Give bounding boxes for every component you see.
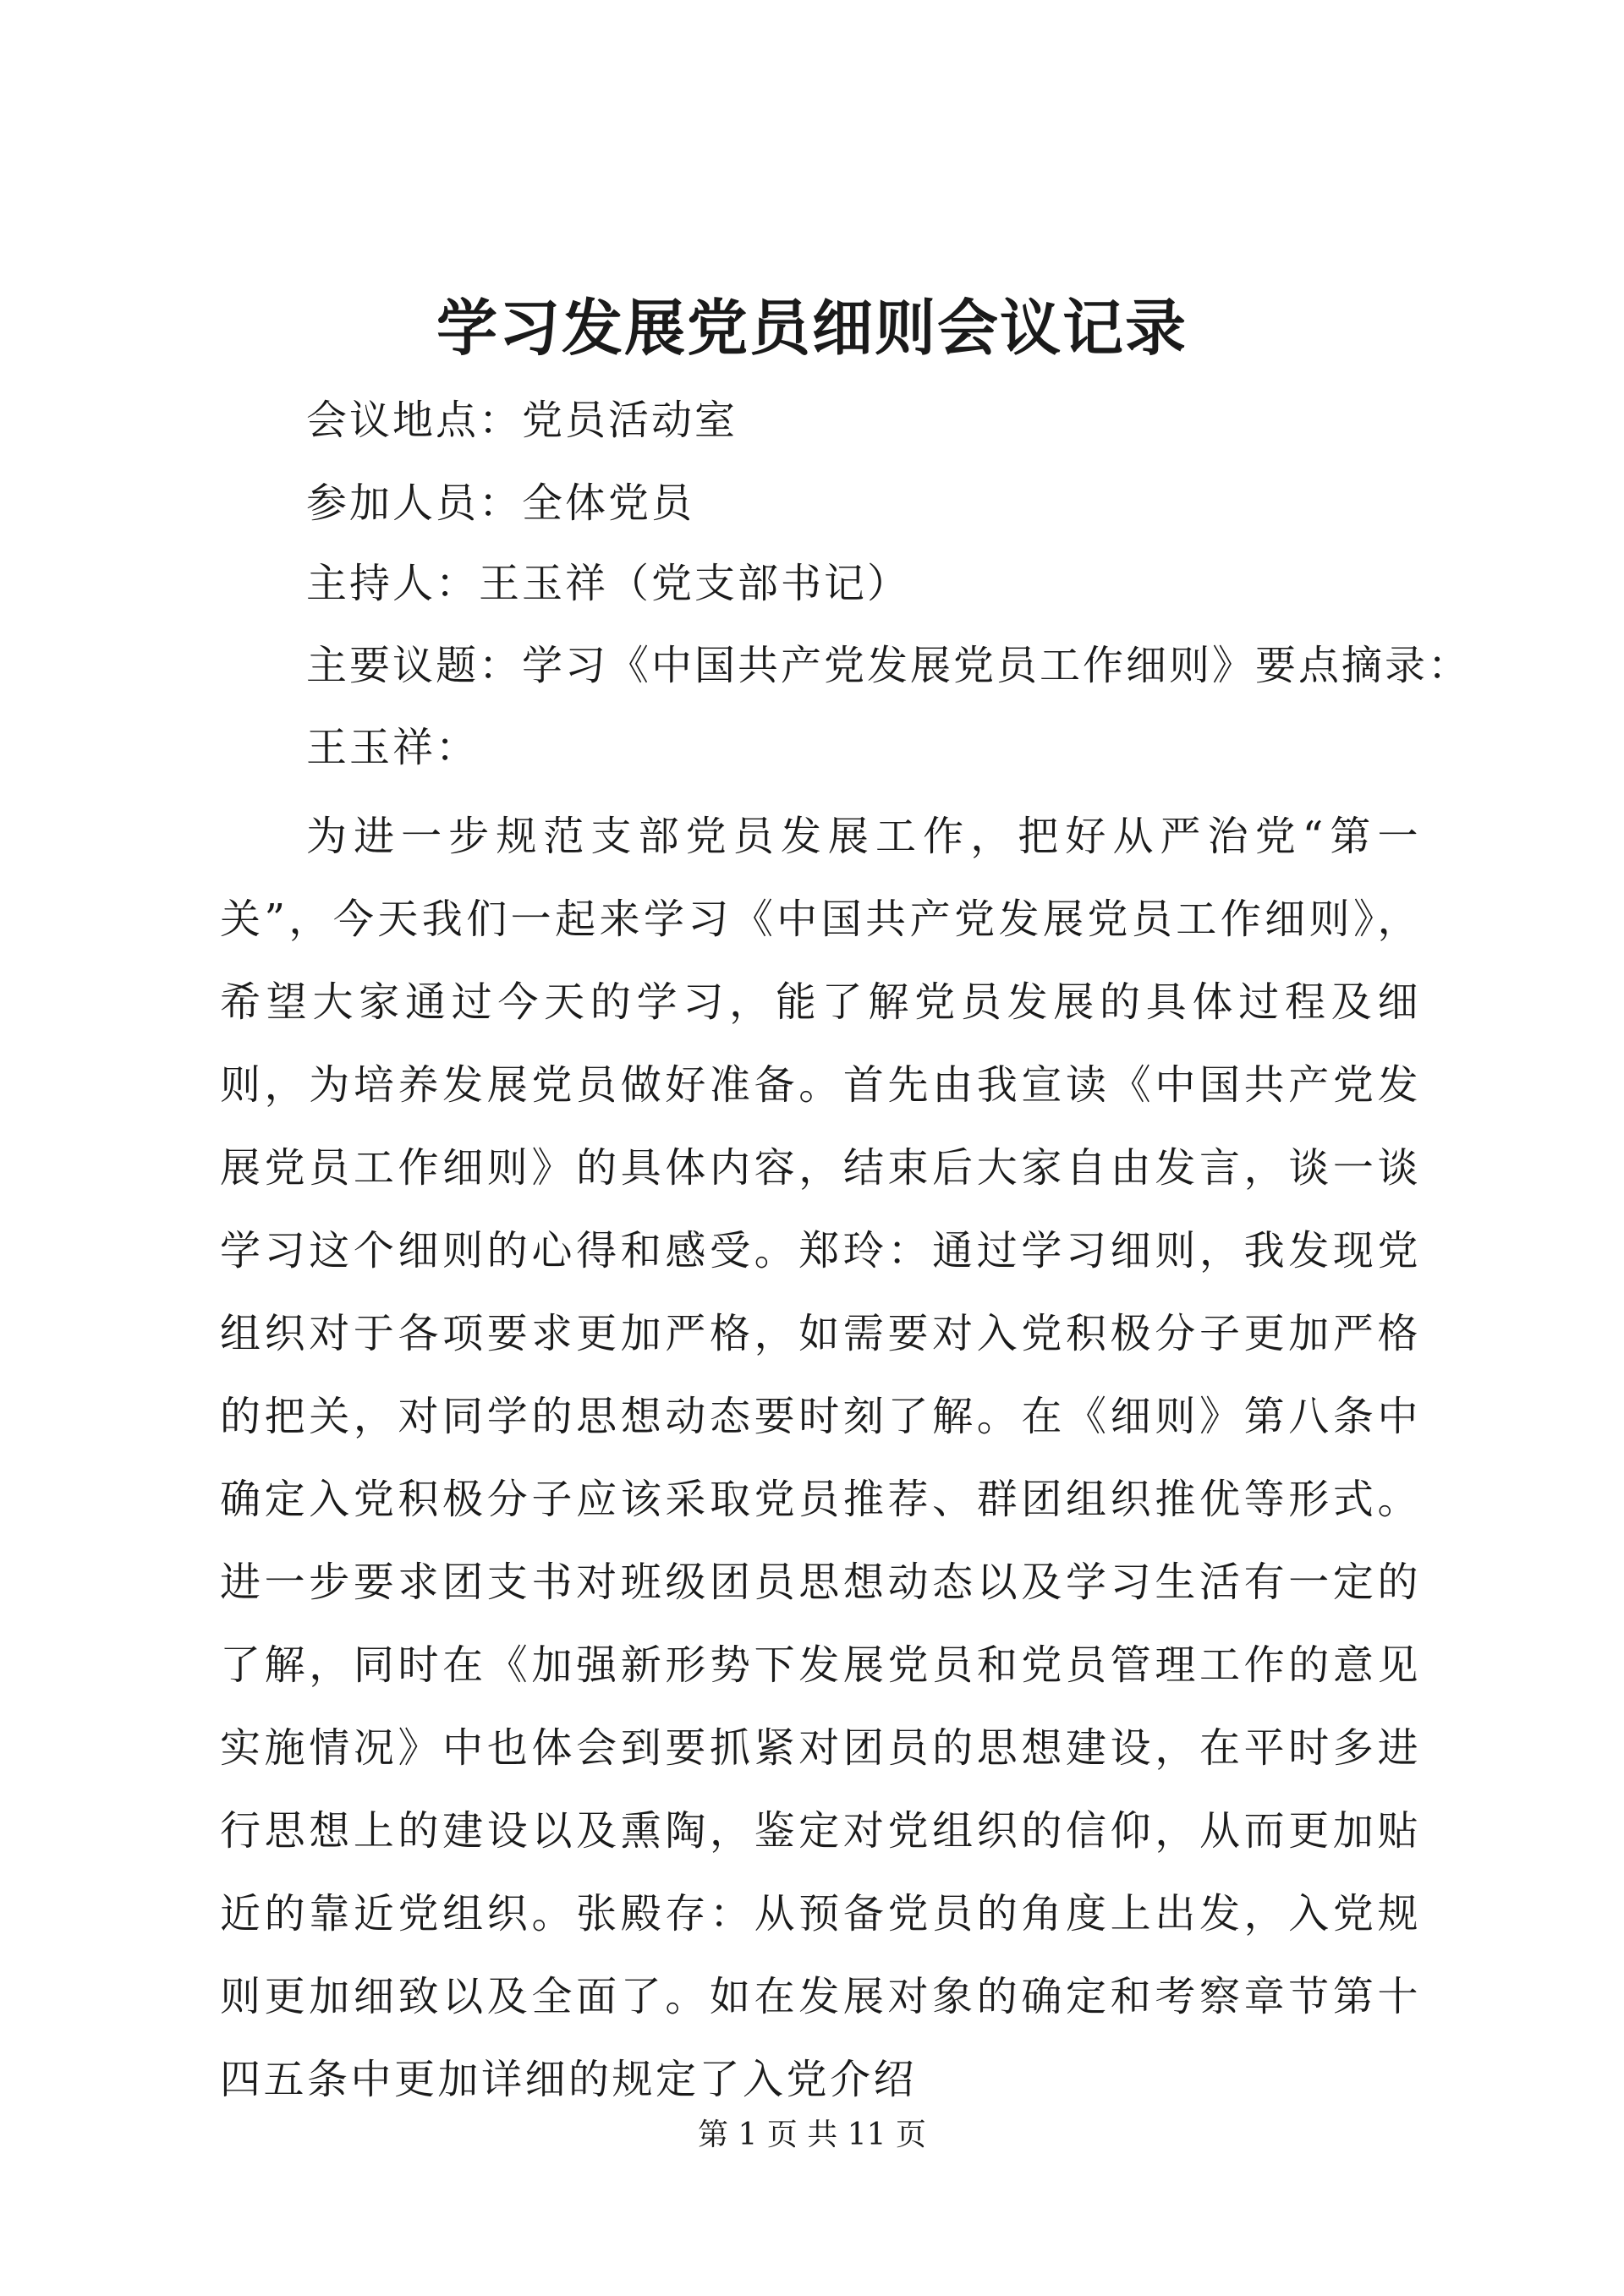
document-title: 学习发展党员细则会议记录 [436,292,1188,364]
meeting-location: 会议地点：党员活动室 [306,397,738,444]
speaker-label: 王玉祥： [306,724,480,771]
page-indicator: 第 1 页 共 11 页 [698,2118,926,2152]
body-paragraph: 为进一步规范支部党员发展工作，把好从严治党“第一关”，今天我们一起来学习《中国共产党发展党员工作细则》，希望大家通过今天的学习，能了解党员发展的具体过程及细则，为培养发展党员做好准备。首先由我宣读《中国共产党发展党员工作细则》的具体内容，结束后大家自由发言，谈一谈学习这个细则的心得和感受。郑玲：通过学习细则，我发现党组织对于各项要求更加严格，如需要对入党积极分子更加严格的把关，对同学的思想动态要时刻了解。在《细则》第八条中确定入党积极分子应该采取党员推荐、群团组织推优等形式。进一步要求团支书对班级团员思想动态以及学习生活有一定的了解，同时在《加强新形势下发展党员和党员管理工作的意见实施情况》中也体会到要抓紧对团员的思想建设，在平时多进行思想上的建设以及熏陶，鉴定对党组织的信仰，从而更加贴近的靠近党组织。张殿存：从预备党员的角度上出发，入党规则更加细致以及全面了。如在发展对象的确定和考察章节第十四五条中更加详细的规定了入党介绍 [220,813,1421,2103]
meeting-topic: 主要议题：学习《中国共产党发展党员工作细则》要点摘录： [306,642,1472,689]
meeting-attendees: 参加人员：全体党员 [306,479,695,527]
meeting-host: 主持人：王玉祥（党支部书记） [306,560,911,607]
